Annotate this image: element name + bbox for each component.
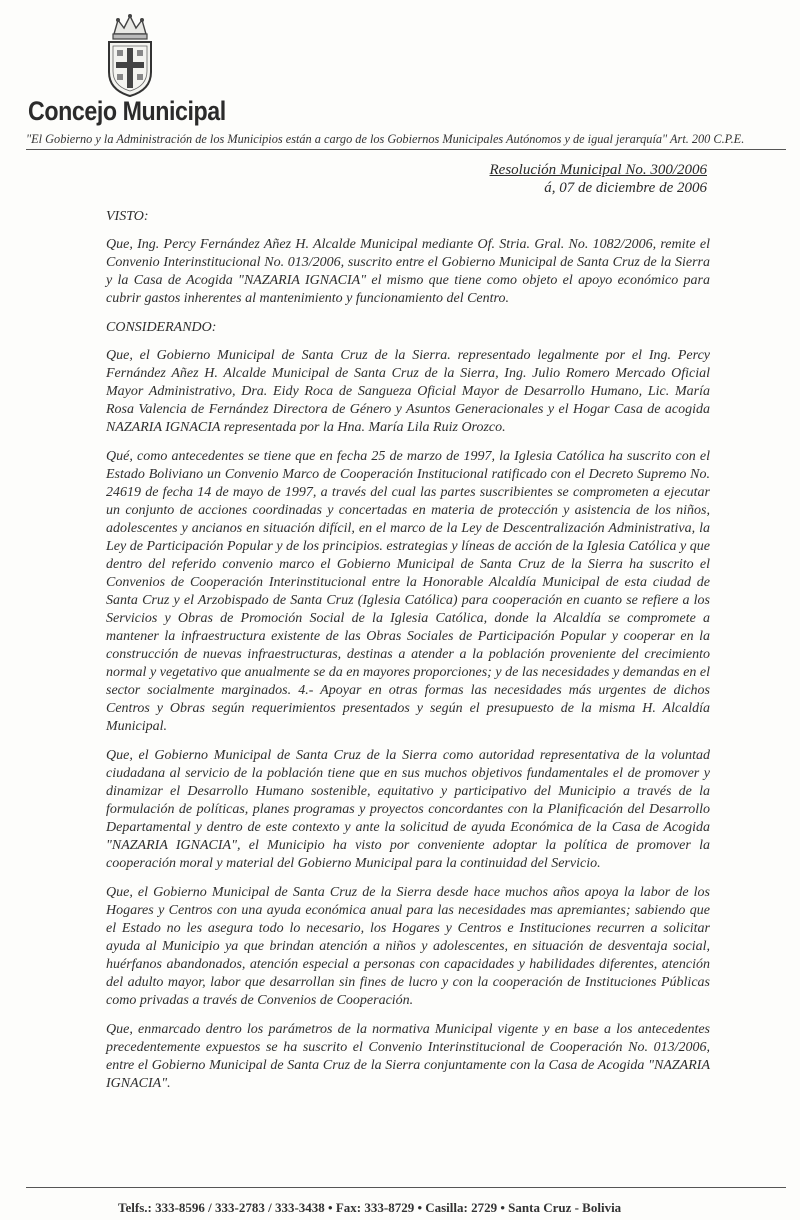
footer-divider bbox=[26, 1187, 786, 1188]
resolution-date: á, 07 de diciembre de 2006 bbox=[544, 180, 707, 196]
visto-heading: VISTO: bbox=[106, 209, 149, 224]
considerando-paragraph: Que, el Gobierno Municipal de Santa Cruz de la Sierra. representado legalmente por el Ing. Percy Fernández Añez H. Alcalde Municipal de Santa Cruz de la Sierra, Ing. Julio Romero Mercado Oficial Mayor Administrativo, Dra. Eidy Roca de Sangueza Oficial Mayor de Desarrollo Humano, Lic. María Rosa Valencia de Fernández Directora de Género y Asuntos Generacionales y el Hogar Casa de acogida NAZARIA IGNACIA representada por la Hna. María Lila Ruiz Orozco. bbox=[106, 348, 710, 435]
considerando-paragraph: Que, el Gobierno Municipal de Santa Cruz de la Sierra como autoridad representativa de la voluntad ciudadana al servicio de la población tiene que en sus muchos objetivos fundamentales el de promover y dinamizar el Desarrollo Humano sostenible, equitativo y participativo del Municipio a través de la formulación de políticas, planes programas y proyectos concordantes con la Planificación del Desarrollo Departamental y dentro de este contexto y ante la solicitud de ayuda Económica de la Casa de Acogida "NAZARIA IGNACIA", el Municipio ha visto por conveniente adoptar la política de promover la cooperación moral y material del Gobierno Municipal para la continuidad del Servicio. bbox=[106, 748, 710, 871]
considerando-paragraph: Que, el Gobierno Municipal de Santa Cruz de la Sierra desde hace muchos años apoya la labor de los Hogares y Centros con una ayuda económica anual para las necesidades mas apremiantes; sabiendo que el Estado no les asegura todo lo necesario, los Hogares y Centros e Instituciones recurren a solicitar ayuda al Municipio ya que brindan atención a niños y adolescentes, en situación de desventaja social, huérfanos abandonados, atención especial a personas con capacidades y habilidades diferentes, atención del adulto mayor, labor que desarrollan sin fines de lucro y con la cooperación de Instituciones Públicas como privadas a través de Convenios de Cooperación. bbox=[106, 885, 710, 1008]
header-divider bbox=[26, 149, 786, 150]
considerando-paragraph: Que, enmarcado dentro los parámetros de la normativa Municipal vigente y en base a los antecedentes precedentemente expuestos se ha suscrito el Convenio Interinstitucional de Cooperación No. 013/2006, entre el Gobierno Municipal de Santa Cruz de la Sierra conjuntamente con la Casa de Acogida "NAZARIA IGNACIA". bbox=[106, 1022, 710, 1091]
motto-line: "El Gobierno y la Administración de los Municipios están a cargo de los Gobiernos Municipales Autónomos y de igual jerarquía" Art. 200 C.P.E. bbox=[26, 132, 745, 146]
footer-contact: Telfs.: 333-8596 / 333-2783 / 333-3438 • Fax: 333-8729 • Casilla: 2729 • Santa Cruz - Bolivia bbox=[118, 1200, 622, 1215]
visto-paragraph: Que, Ing. Percy Fernández Añez H. Alcalde Municipal mediante Of. Stria. Gral. No. 1082/2006, remite el Convenio Interinstitucional No. 013/2006, suscrito entre el Gobierno Municipal de Santa Cruz de la Sierra y la Casa de Acogida "NAZARIA IGNACIA" el mismo que tiene como objeto el apoyo económico para cubrir gastos inherentes al mantenimiento y funcionamiento del Centro. bbox=[106, 237, 710, 306]
considerando-paragraph: Qué, como antecedentes se tiene que en fecha 25 de marzo de 1997, la Iglesia Católica ha suscrito con el Estado Boliviano un Convenio Marco de Cooperación Institucional ratificado con el Decreto Supremo No. 24619 de fecha 14 de mayo de 1997, a través del cual las partes suscribientes se comprometen a ejecutar un conjunto de acciones coordinadas y concertadas en materia de protección y asistencia de los niños, adolescentes y ancianos en situación difícil, en el marco de la Ley de Descentralización Administrativa, la Ley de Participación Popular y de los principios. estrategias y líneas de acción de la Iglesia Católica y que dentro del referido convenio marco el Gobierno Municipal de Santa Cruz de la Sierra ha suscrito el Convenios de Cooperación Interinstitucional entre la Honorable Alcaldía Municipal de esta ciudad de Santa Cruz y el Arzobispado de Santa Cruz (Iglesia Católica) para cooperación en cuanto se refiere a los Servicios y Obras de Promoción Social de la Iglesia Católica, donde la Alcaldía se compromete a mantener la infraestructura existente de las Obras Sociales de Participación Popular y cooperar en la construcción de nuevas infraestructuras, destinas a atender a la población proveniente del crecimiento normal y vegetativo que anualmente se da en mayores proporciones; y de las necesidades y demandas en el sector socialmente marginados. 4.- Apoyar en otras formas las necesidades más urgentes de dichos Centros y Obras según requerimientos presentados y según el presupuesto de la misma H. Alcaldía Municipal. bbox=[106, 449, 710, 734]
brand-title: Concejo Municipal bbox=[28, 96, 226, 126]
coat-of-arms-icon bbox=[104, 12, 156, 98]
considerando-heading: CONSIDERANDO: bbox=[106, 320, 217, 335]
resolution-number: Resolución Municipal No. 300/2006 bbox=[489, 162, 707, 178]
document-body bbox=[106, 208, 710, 1104]
resolution-block bbox=[490, 161, 707, 197]
